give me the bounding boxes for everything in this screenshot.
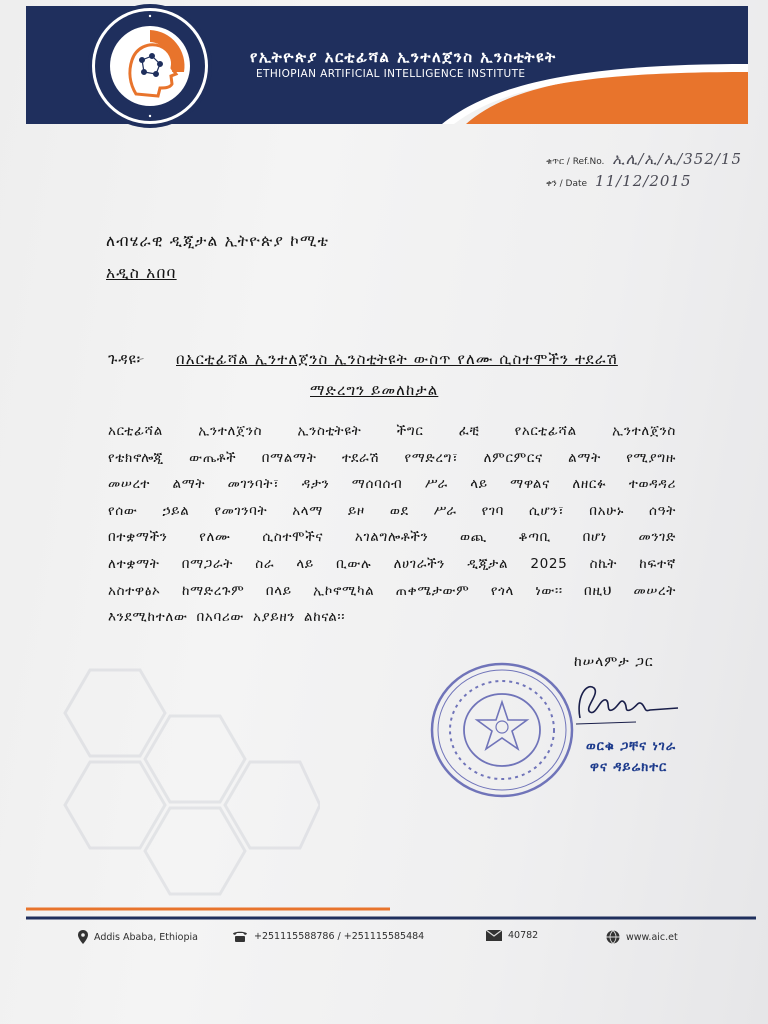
official-stamp	[428, 660, 576, 800]
handwritten-signature	[566, 668, 686, 728]
date-value: 11/12/2015	[595, 172, 692, 190]
recipient-line-2: አዲስ አበባ	[106, 264, 177, 282]
body-line: አስተዋፅኦ ከማድረጉም በላይ ኢኮኖሚካል ጠቀሜታውም የጎላ ነው፡፡ በዚህ መሠረት	[108, 582, 676, 599]
ref-number	[546, 150, 742, 168]
body-line: የሰው ኃይል የመገንባት አላማ ይዞ ወደ ሥራ የገባ ሲሆን፣ በአሁኑ ሰዓት	[108, 502, 676, 519]
ref-label: ቁጥር / Ref.No.	[546, 157, 605, 167]
telephone-icon	[232, 930, 248, 942]
globe-icon	[606, 930, 620, 944]
hexagon-watermark	[20, 650, 320, 910]
body-line: ለተቋማት በማጋራት ስራ ላይ ቢውሉ ለሀገራችን ዲጂታል 2025 ስኬት ከፍተኛ	[108, 555, 676, 572]
body-line: መሠረተ ልማት መገንባት፣ ዳታን ማሰባሰብ ሥራ ላይ ማዋልና ለዘርፉ ተወዳዳሪ	[108, 476, 676, 493]
envelope-icon	[486, 930, 502, 941]
org-name-english: ETHIOPIAN ARTIFICIAL INTELLIGENCE INSTITUTE	[256, 68, 526, 80]
signer-title: ዋና ዳይሬክተር	[590, 760, 668, 775]
subject-label: ጉዳዩ፦	[108, 350, 146, 368]
subject-line-2: ማድረግን ይመለከታል	[310, 381, 439, 399]
letter-body	[108, 418, 676, 631]
ref-value: ኢሊ/ኢ/ኢ/352/15	[612, 150, 742, 168]
footer-po-box	[486, 930, 538, 941]
body-line: በተቋማችን የለሙ ሲስተሞችና አገልግሎቶችን ወጪ ቆጣቢ በሆነ መንገድ	[108, 529, 676, 546]
body-line: እንደሚከተለው በአባሪው አያይዘን ልከናል፡፡	[108, 609, 346, 626]
location-pin-icon	[78, 930, 88, 944]
date-label: ቀን / Date	[546, 179, 588, 189]
recipient-line-1: ለብሄራዊ ዲጂታል ኢትዮጵያ ኮሚቴ	[106, 232, 330, 250]
org-name-amharic: የኢትዮጵያ አርቲፊሻል ኢንተለጀንስ ኢንስቲትዩት	[250, 48, 557, 66]
date-line	[546, 172, 692, 190]
phone-text: +251115588786 / +251115585484	[254, 930, 425, 942]
po-box-text: 40782	[508, 930, 539, 941]
institute-logo	[86, 2, 214, 130]
website-text: www.aic.et	[626, 931, 678, 943]
footer-website	[606, 930, 678, 944]
footer-divider	[26, 902, 756, 922]
footer-address	[78, 930, 198, 944]
body-line: የቴክኖሎጂ ውጤቶች በማልማት ተደራሽ የማድረግ፣ ለምርምርና ልማት የሚያግዙ	[108, 449, 676, 466]
signer-name: ወርቁ ጋቸና ነገራ	[586, 739, 677, 754]
subject-line-1: በአርቲፊሻል ኢንተለጀንስ ኢንስቲትዩት ውስጥ የለሙ ሲስተሞችን ተደራሽ	[176, 350, 618, 368]
body-line: አርቲፊሻል ኢንተለጀንስ ኢንስቲትዩት ችግር ፈቺ የአርቲፊሻል ኢንተለጀንስ	[108, 423, 676, 439]
closing-salutation: ከሠላምታ ጋር	[574, 654, 654, 670]
footer-phone	[232, 930, 424, 942]
address-text: Addis Ababa, Ethiopia	[94, 931, 198, 943]
